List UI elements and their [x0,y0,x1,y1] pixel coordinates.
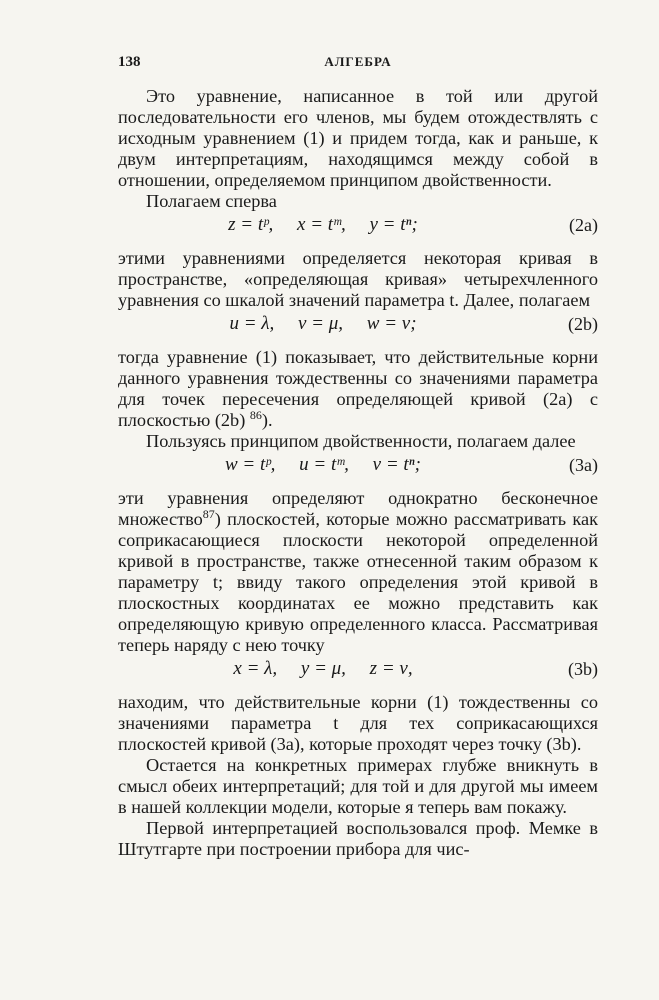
equation-label: (2a) [569,215,598,235]
book-page [118,50,598,860]
footnote-ref[interactable]: 87 [202,506,215,521]
paragraph-text: ). [261,410,273,430]
paragraph [118,347,598,431]
equation-formula: u = λ, v = μ, w = ν; [229,313,417,334]
paragraph: находим, что действительные корни (1) тождественны со значениями параметра t для тех соприкасающихся плоскостей кривой (3a), которые проходят через точку (3b). [118,692,598,754]
equation-3a [118,452,598,480]
page-header [118,50,598,74]
paragraph-text: ) плоскостей, которые можно рассматривать как соприкасающиеся плоскости некоторой определенной кривой в пространстве, также отнесенной таким образом к параметру t; ввиду такого определения этой кривой в плоскостных координатах ее можно представить как определяющую кривую определенного класса. Рассматривая теперь наряду с нею точку [118,509,598,655]
equation-2a [118,212,598,240]
paragraph-text: эти уравнения определяют однократно бесконечное множество [118,488,598,529]
paragraph: Полагаем сперва [146,191,277,211]
paragraph: Остается на конкретных примерах глубже вникнуть в смысл обеих интерпретаций; для той и для другой мы имеем в нашей коллекции модели, которые я теперь вам покажу. [118,755,598,817]
equation-2b [118,311,598,339]
equation-formula: x = λ, y = μ, z = ν, [233,658,413,679]
equation-formula: w = tᵖ, u = tᵐ, v = tⁿ; [224,454,421,475]
equation-label: (3b) [568,659,598,679]
paragraph-text: тогда уравнение (1) показывает, что действительные корни данного уравнения тождественны со значениями параметра для точек пересечения определяющей кривой (2a) с плоскостью (2b) [118,347,598,430]
body-text [118,86,598,860]
equation-label: (3a) [569,455,598,475]
equation-formula: z = tᵖ, x = tᵐ, y = tⁿ; [228,214,418,235]
running-title: АЛГЕБРА [324,54,392,69]
paragraph: Первой интерпретацией воспользовался проф. Мемке в Штутгарте при построении прибора для чис- [118,818,598,859]
footnote-ref[interactable]: 86 [249,407,262,422]
equation-label: (2b) [568,314,598,334]
paragraph: Это уравнение, написанное в той или другой последовательности его членов, мы будем отождествлять с исходным уравнением (1) и придем тогда, как и раньше, к двум интерпретациям, находящимся между собой в отношении, определяемом принципом двойственности. [118,86,598,190]
paragraph: Пользуясь принципом двойственности, полагаем далее [146,431,576,451]
page-number: 138 [118,54,141,70]
equation-3b [118,656,598,684]
paragraph [118,488,598,656]
paragraph: этими уравнениями определяется некоторая кривая в пространстве, «определяющая кривая» четырехчленного уравнения со шкалой значений параметра t. Далее, полагаем [118,248,598,310]
